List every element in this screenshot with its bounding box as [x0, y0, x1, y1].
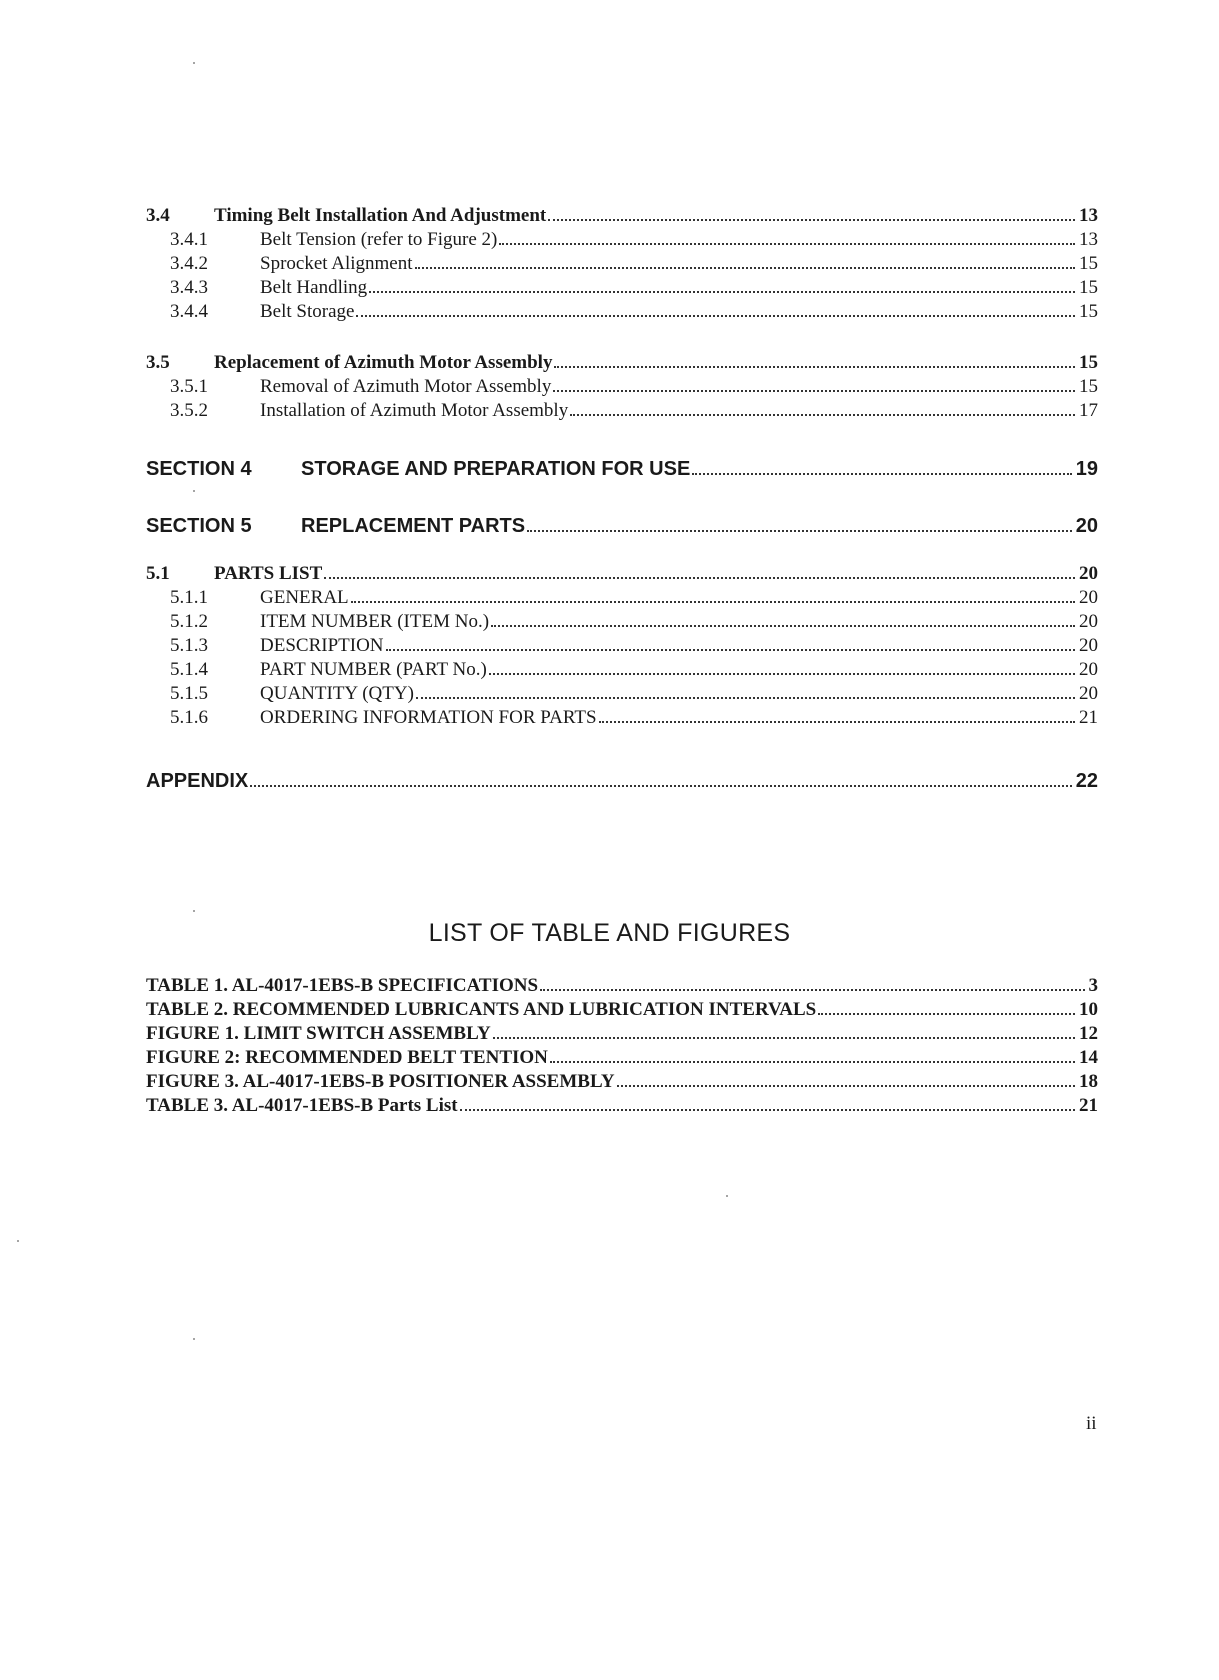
toc-title: GENERAL: [260, 587, 349, 608]
toc-title: QUANTITY (QTY): [260, 683, 414, 704]
toc-number: 3.4.3: [170, 277, 208, 298]
toc-entry-3-4-4[interactable]: [146, 301, 1098, 323]
leader-dots: [386, 649, 1075, 651]
toc-number: SECTION 4: [146, 458, 252, 480]
toc-page: 17: [1079, 400, 1098, 421]
scan-speck: [193, 62, 195, 64]
leader-dots: [460, 1109, 1075, 1111]
leader-dots: [617, 1085, 1075, 1087]
toc-title: STORAGE AND PREPARATION FOR USE: [301, 458, 691, 480]
toc-number: 5.1.2: [170, 611, 208, 632]
toc-page: 20: [1075, 515, 1098, 537]
toc-page: 15: [1079, 277, 1098, 298]
toc-page: 15: [1079, 301, 1098, 322]
toc-entry-section-5[interactable]: [146, 515, 1098, 538]
toc-title: Belt Handling: [260, 277, 368, 298]
toc-page: 20: [1079, 611, 1098, 632]
figure-entry-figure-2[interactable]: [146, 1047, 1098, 1069]
leader-dots: [369, 291, 1075, 293]
leader-dots: [540, 989, 1084, 991]
toc-title: APPENDIX: [146, 770, 249, 792]
toc-entry-3-4-1[interactable]: [146, 229, 1098, 251]
leader-dots: [499, 243, 1075, 245]
toc-entry-3-4-2[interactable]: [146, 253, 1098, 275]
leader-dots: [415, 267, 1075, 269]
leader-dots: [548, 219, 1075, 221]
toc-page: 15: [1079, 352, 1098, 373]
toc-number: 3.4: [146, 205, 170, 226]
figure-entry-figure-1[interactable]: [146, 1023, 1098, 1045]
leader-dots: [599, 721, 1075, 723]
toc-title: DESCRIPTION: [260, 635, 384, 656]
scan-speck: [17, 1240, 19, 1242]
figure-title: TABLE 2. RECOMMENDED LUBRICANTS AND LUBRICATION INTERVALS: [146, 999, 817, 1020]
leader-dots: [553, 390, 1075, 392]
toc-number: 5.1.6: [170, 707, 208, 728]
toc-entry-5-1-6[interactable]: [146, 707, 1098, 729]
toc-title: Belt Tension (refer to Figure 2): [260, 229, 498, 250]
leader-dots: [250, 785, 1072, 787]
figure-page: 14: [1079, 1047, 1098, 1068]
leader-dots: [550, 1061, 1075, 1063]
toc-entry-3-5[interactable]: [146, 352, 1098, 374]
toc-page: 15: [1079, 376, 1098, 397]
toc-page: 21: [1079, 707, 1098, 728]
figure-page: 12: [1079, 1023, 1098, 1044]
toc-page: 15: [1079, 253, 1098, 274]
toc-page: 13: [1079, 205, 1098, 226]
toc-title: Removal of Azimuth Motor Assembly: [260, 376, 552, 397]
figure-entry-table-1[interactable]: [146, 975, 1098, 997]
leader-dots: [356, 315, 1075, 317]
toc-page: 22: [1075, 770, 1098, 792]
leader-dots: [692, 473, 1071, 475]
figure-title: TABLE 3. AL-4017-1EBS-B Parts List: [146, 1095, 458, 1116]
toc-title: Replacement of Azimuth Motor Assembly: [214, 352, 553, 373]
figure-entry-figure-3[interactable]: [146, 1071, 1098, 1093]
figure-entry-table-2[interactable]: [146, 999, 1098, 1021]
page-number: ii: [1086, 1413, 1097, 1434]
toc-title: PARTS LIST: [214, 563, 323, 584]
toc-number: 3.5: [146, 352, 170, 373]
toc-title: PART NUMBER (PART No.): [260, 659, 487, 680]
figure-entry-table-3[interactable]: [146, 1095, 1098, 1117]
scan-speck: [193, 490, 195, 492]
leader-dots: [416, 697, 1075, 699]
leader-dots: [527, 530, 1072, 532]
leader-dots: [818, 1013, 1075, 1015]
toc-page: 19: [1075, 458, 1098, 480]
toc-number: 5.1.1: [170, 587, 208, 608]
toc-title: ORDERING INFORMATION FOR PARTS: [260, 707, 597, 728]
toc-page: 20: [1079, 659, 1098, 680]
toc-entry-5-1-2[interactable]: [146, 611, 1098, 633]
toc-title: ITEM NUMBER (ITEM No.): [260, 611, 490, 632]
toc-number: 5.1: [146, 563, 170, 584]
toc-number: SECTION 5: [146, 515, 252, 537]
figure-title: FIGURE 2: RECOMMENDED BELT TENTION: [146, 1047, 548, 1068]
toc-page: 20: [1079, 683, 1098, 704]
toc-entry-3-4[interactable]: [146, 205, 1098, 227]
leader-dots: [351, 601, 1075, 603]
toc-page: 20: [1079, 587, 1098, 608]
toc-number: 5.1.4: [170, 659, 208, 680]
toc-entry-5-1-1[interactable]: [146, 587, 1098, 609]
figure-page: 18: [1079, 1071, 1098, 1092]
scan-speck: [193, 910, 195, 912]
toc-entry-section-4[interactable]: [146, 458, 1098, 481]
toc-entry-5-1-4[interactable]: [146, 659, 1098, 681]
figure-title: FIGURE 1. LIMIT SWITCH ASSEMBLY: [146, 1023, 491, 1044]
toc-number: 3.5.2: [170, 400, 208, 421]
scan-speck: [193, 1338, 195, 1340]
toc-number: 3.4.4: [170, 301, 208, 322]
leader-dots: [554, 366, 1075, 368]
leader-dots: [493, 1037, 1075, 1039]
toc-entry-3-5-2[interactable]: [146, 400, 1098, 422]
figure-page: 10: [1079, 999, 1098, 1020]
toc-number: 3.4.2: [170, 253, 208, 274]
toc-page: 20: [1079, 563, 1098, 584]
toc-title: Timing Belt Installation And Adjustment: [214, 205, 547, 226]
toc-entry-3-5-1[interactable]: [146, 376, 1098, 398]
figure-page: 21: [1079, 1095, 1098, 1116]
leader-dots: [324, 577, 1075, 579]
toc-page: 20: [1079, 635, 1098, 656]
toc-entry-5-1[interactable]: [146, 563, 1098, 585]
leader-dots: [491, 625, 1075, 627]
toc-title: Installation of Azimuth Motor Assembly: [260, 400, 569, 421]
figure-title: FIGURE 3. AL-4017-1EBS-B POSITIONER ASSEMBLY: [146, 1071, 615, 1092]
toc-title: Sprocket Alignment: [260, 253, 413, 274]
toc-number: 5.1.3: [170, 635, 208, 656]
list-of-tables-heading: LIST OF TABLE AND FIGURES: [428, 919, 791, 947]
toc-entry-5-1-5[interactable]: [146, 683, 1098, 705]
toc-number: 3.4.1: [170, 229, 208, 250]
figure-title: TABLE 1. AL-4017-1EBS-B SPECIFICATIONS: [146, 975, 539, 996]
toc-page: 13: [1079, 229, 1098, 250]
toc-number: 3.5.1: [170, 376, 208, 397]
toc-entry-appendix[interactable]: [146, 770, 1098, 793]
figure-page: 3: [1088, 975, 1098, 996]
toc-entry-5-1-3[interactable]: [146, 635, 1098, 657]
leader-dots: [570, 414, 1075, 416]
scan-speck: [726, 1195, 728, 1197]
leader-dots: [489, 673, 1075, 675]
toc-entry-3-4-3[interactable]: [146, 277, 1098, 299]
toc-title: REPLACEMENT PARTS: [301, 515, 526, 537]
toc-title: Belt Storage: [260, 301, 355, 322]
toc-number: 5.1.5: [170, 683, 208, 704]
